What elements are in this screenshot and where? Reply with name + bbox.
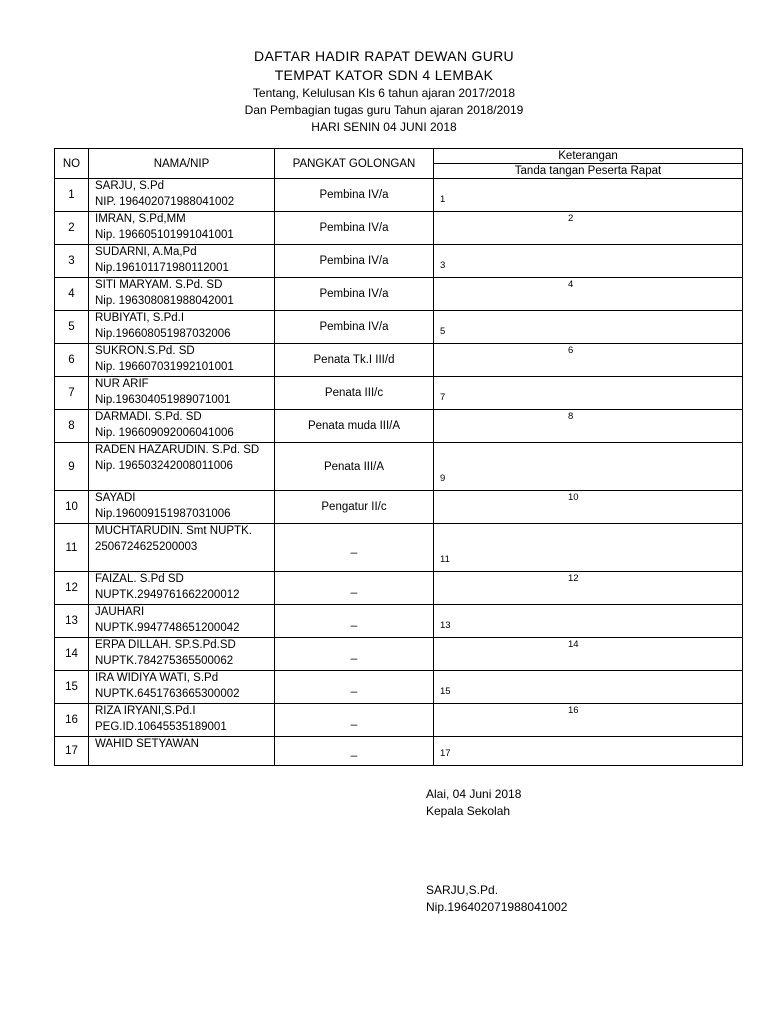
header-remarks: Keterangan: [434, 149, 743, 164]
member-name: ERPA DILLAH. SP.S.Pd.SD: [95, 639, 236, 651]
row-number: 6: [55, 344, 89, 377]
member-id: NIP. 196402071988041002: [95, 195, 235, 208]
row-rank: Penata Tk.I III/d: [275, 344, 434, 377]
row-rank: Pembina IV/a: [275, 311, 434, 344]
table-row: [55, 443, 743, 491]
row-rank: _: [275, 737, 434, 766]
row-name-nip: [89, 311, 275, 344]
header-signature: Tanda tangan Peserta Rapat: [434, 164, 743, 179]
row-rank: _: [275, 704, 434, 737]
signer-name: SARJU,S.Pd.: [426, 883, 499, 897]
member-id: Nip. 196503242008011006: [95, 459, 233, 472]
table-row: [55, 671, 743, 704]
row-signature-cell[interactable]: [434, 737, 743, 766]
signature-number: 4: [568, 279, 574, 290]
document-location: TEMPAT KATOR SDN 4 LEMBAK: [274, 67, 494, 83]
row-name-nip: [89, 737, 275, 766]
member-name: JAUHARI: [95, 606, 145, 618]
document-date: HARI SENIN 04 JUNI 2018: [311, 120, 457, 134]
row-number: 17: [55, 737, 89, 766]
document-subject-line1: Tentang, Kelulusan Kls 6 tahun ajaran 2017/2018: [252, 86, 516, 100]
row-rank: _: [275, 524, 434, 572]
member-name: NUR ARIF: [95, 378, 149, 390]
member-id: Nip. 196308081988042001: [95, 294, 234, 307]
row-number: 13: [55, 605, 89, 638]
row-name-nip: [89, 671, 275, 704]
row-signature-cell[interactable]: [434, 245, 743, 278]
document-subject-line2: Dan Pembagian tugas guru Tahun ajaran 2018/2019: [244, 103, 524, 117]
row-number: 10: [55, 491, 89, 524]
signature-number: 7: [440, 392, 446, 403]
row-rank: Pembina IV/a: [275, 179, 434, 212]
member-id: Nip. 196607031992101001: [95, 360, 234, 373]
row-number: 5: [55, 311, 89, 344]
row-signature-cell[interactable]: [434, 179, 743, 212]
table-row: [55, 638, 743, 671]
signer-nip: Nip.196402071988041002: [426, 900, 568, 914]
row-name-nip: [89, 704, 275, 737]
signature-number: 3: [440, 260, 446, 271]
row-number: 12: [55, 572, 89, 605]
row-signature-cell[interactable]: [434, 704, 743, 737]
member-id: PEG.ID.10645535189001: [95, 720, 227, 733]
table-row: [55, 737, 743, 766]
table-row: [55, 410, 743, 443]
table-row: [55, 704, 743, 737]
table-row: [55, 278, 743, 311]
row-name-nip: [89, 638, 275, 671]
member-name: SUDARNI, A.Ma,Pd: [95, 246, 197, 258]
member-name: SUKRON.S.Pd. SD: [95, 345, 195, 357]
signature-number: 9: [440, 473, 446, 484]
member-id: Nip.196009151987031006: [95, 507, 231, 520]
row-name-nip: [89, 212, 275, 245]
row-rank: _: [275, 572, 434, 605]
row-number: 2: [55, 212, 89, 245]
signature-number: 10: [568, 492, 579, 503]
member-id: Nip. 196609092006041006: [95, 426, 234, 439]
row-name-nip: [89, 377, 275, 410]
member-name: IRA WIDIYA WATI, S.Pd: [95, 672, 219, 684]
member-id: Nip.196304051989071001: [95, 393, 231, 406]
member-id: 2506724625200003: [95, 540, 198, 553]
member-id: Nip. 196605101991041001: [95, 228, 234, 241]
row-rank: Pengatur II/c: [275, 491, 434, 524]
row-rank: Penata III/A: [275, 443, 434, 491]
member-name: WAHID SETYAWAN: [95, 738, 199, 750]
row-name-nip: [89, 605, 275, 638]
table-row: [55, 572, 743, 605]
header-no: NO: [55, 149, 89, 179]
table-row: [55, 212, 743, 245]
member-id: Nip.196608051987032006: [95, 327, 231, 340]
row-name-nip: [89, 491, 275, 524]
table-row: [55, 311, 743, 344]
row-signature-cell[interactable]: [434, 377, 743, 410]
member-id: NUPTK.9947748651200042: [95, 621, 240, 634]
place-date: Alai, 04 Juni 2018: [426, 787, 522, 801]
row-name-nip: [89, 410, 275, 443]
row-signature-cell[interactable]: [434, 671, 743, 704]
document-title: DAFTAR HADIR RAPAT DEWAN GURU: [254, 48, 514, 64]
row-name-nip: [89, 572, 275, 605]
row-rank: _: [275, 605, 434, 638]
row-signature-cell[interactable]: [434, 311, 743, 344]
signer-details: [426, 882, 567, 916]
row-signature-cell[interactable]: [434, 572, 743, 605]
row-number: 1: [55, 179, 89, 212]
row-number: 4: [55, 278, 89, 311]
table-row: [55, 245, 743, 278]
signature-block: [426, 786, 521, 820]
signer-position: Kepala Sekolah: [426, 804, 511, 818]
header-name: NAMA/NIP: [89, 149, 275, 179]
signature-number: 8: [568, 411, 574, 422]
row-name-nip: [89, 278, 275, 311]
row-signature-cell[interactable]: [434, 605, 743, 638]
row-rank: Pembina IV/a: [275, 278, 434, 311]
table-row: [55, 344, 743, 377]
table-row: [55, 377, 743, 410]
row-rank: Penata III/c: [275, 377, 434, 410]
table-row: [55, 491, 743, 524]
member-name: FAIZAL. S.Pd SD: [95, 573, 184, 585]
row-rank: _: [275, 638, 434, 671]
row-name-nip: [89, 179, 275, 212]
row-number: 7: [55, 377, 89, 410]
signature-number: 14: [568, 639, 579, 650]
table-row: [55, 179, 743, 212]
signature-number: 11: [440, 554, 450, 565]
signature-number: 1: [440, 194, 446, 205]
row-signature-cell[interactable]: [434, 638, 743, 671]
member-name: IMRAN, S.Pd,MM: [95, 213, 186, 225]
signature-number: 6: [568, 345, 574, 356]
row-number: 16: [55, 704, 89, 737]
row-number: 11: [55, 524, 89, 572]
member-id: Nip.196101171980112001: [95, 261, 229, 274]
row-signature-cell[interactable]: [434, 524, 743, 572]
signature-number: 2: [568, 213, 574, 224]
row-rank: Penata muda III/A: [275, 410, 434, 443]
row-name-nip: [89, 443, 275, 491]
table-row: [55, 605, 743, 638]
member-name: SAYADI: [95, 492, 136, 504]
row-number: 15: [55, 671, 89, 704]
signature-number: 13: [440, 620, 451, 631]
member-id: NUPTK.2949761662200012: [95, 588, 240, 601]
signature-number: 5: [440, 326, 446, 337]
row-signature-cell[interactable]: [434, 212, 743, 245]
row-number: 3: [55, 245, 89, 278]
row-number: 8: [55, 410, 89, 443]
member-name: RIZA IRYANI,S.Pd.I: [95, 705, 196, 717]
signature-number: 17: [440, 748, 451, 759]
attendance-table: [54, 148, 743, 766]
row-signature-cell[interactable]: [434, 491, 743, 524]
row-signature-cell[interactable]: [434, 278, 743, 311]
member-name: SARJU, S.Pd: [95, 180, 165, 192]
row-number: 14: [55, 638, 89, 671]
member-name: RADEN HAZARUDIN. S.Pd. SD: [95, 444, 260, 456]
signature-number: 12: [568, 573, 579, 584]
row-name-nip: [89, 524, 275, 572]
row-number: 9: [55, 443, 89, 491]
signature-number: 15: [440, 686, 451, 697]
document-header: [0, 47, 768, 136]
member-name: DARMADI. S.Pd. SD: [95, 411, 202, 423]
row-name-nip: [89, 245, 275, 278]
member-name: RUBIYATI, S.Pd.I: [95, 312, 185, 324]
row-signature-cell[interactable]: [434, 410, 743, 443]
member-id: NUPTK.784275365500062: [95, 654, 234, 667]
member-name: SITI MARYAM. S.Pd. SD: [95, 279, 223, 291]
row-signature-cell[interactable]: [434, 443, 743, 491]
member-name: MUCHTARUDIN. Smt NUPTK.: [95, 525, 252, 537]
signature-number: 16: [568, 705, 579, 716]
row-rank: Pembina IV/a: [275, 212, 434, 245]
row-signature-cell[interactable]: [434, 344, 743, 377]
member-id: NUPTK.6451763665300002: [95, 687, 240, 700]
row-rank: _: [275, 671, 434, 704]
header-rank: PANGKAT GOLONGAN: [275, 149, 434, 179]
row-name-nip: [89, 344, 275, 377]
table-row: [55, 524, 743, 572]
row-rank: Pembina IV/a: [275, 245, 434, 278]
